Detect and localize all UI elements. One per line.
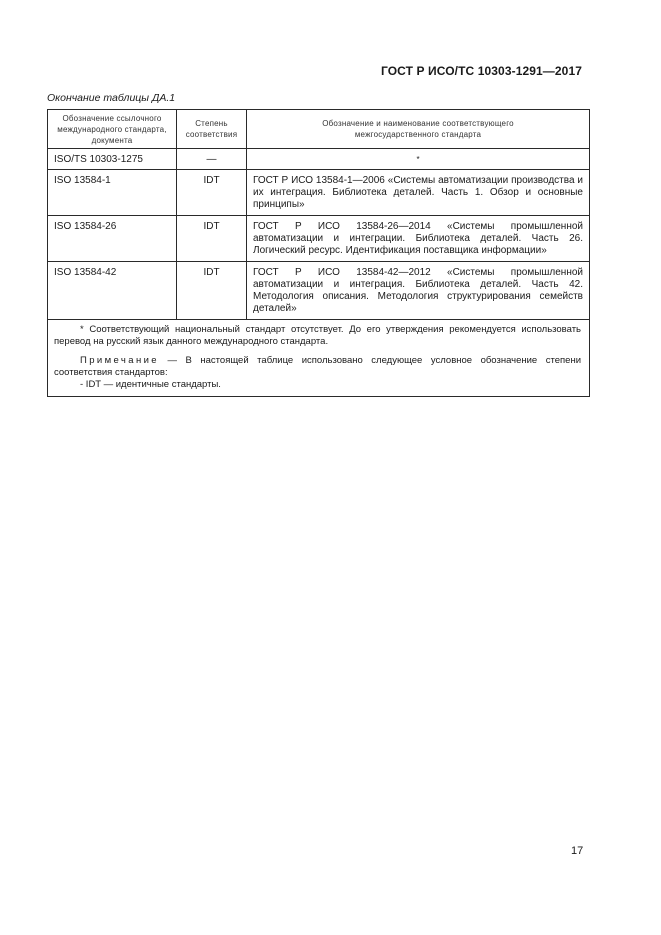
cell-degree: IDT: [177, 262, 247, 320]
table-row: [48, 262, 590, 320]
table-caption: Окончание таблицы ДА.1: [47, 92, 176, 104]
table-footnote: * Соответствующий национальный стандарт отсутствует. До его утверждения рекомендуется использовать перевод на русский язык данного международного стандарта.: [54, 324, 581, 347]
document-header: ГОСТ Р ИСО/ТС 10303-1291—2017: [381, 64, 582, 78]
cell-degree: IDT: [177, 170, 247, 216]
note-text: — В настоящей таблице использовано следующее условное обозначение степени соответствия стандартов:: [54, 355, 581, 378]
cell-title: ГОСТ Р ИСО 13584-1—2006 «Системы автоматизации производства и их интеграция. Библиотека деталей. Часть 1. Обзор и основные принципы»: [247, 170, 590, 216]
cell-document: ISO/TS 10303-1275: [48, 149, 177, 170]
table-note: [54, 355, 581, 379]
reference-standards-table: [47, 109, 590, 397]
cell-title: ГОСТ Р ИСО 13584-26—2014 «Системы промышленной автоматизации и интеграции. Библиотека деталей. Часть 26. Логический ресурс. Идентификация поставщика информации»: [247, 216, 590, 262]
column-header-degree: Степень соответствия: [177, 110, 247, 149]
table-row: [48, 149, 590, 170]
table-legend: - IDT — идентичные стандарты.: [80, 379, 221, 390]
table-row: [48, 170, 590, 216]
column-header-document: Обозначение ссылочного международного стандарта, документа: [48, 110, 177, 149]
table-notes: [48, 320, 590, 397]
note-label: Примечание: [80, 355, 159, 366]
cell-document: ISO 13584-42: [48, 262, 177, 320]
column-header-title: Обозначение и наименование соответствующего межгосударственного стандарта: [247, 110, 590, 149]
cell-title: ГОСТ Р ИСО 13584-42—2012 «Системы промышленной автоматизации и интеграция. Библиотека деталей. Часть 42. Методология описания. Методология структурирования семейств деталей»: [247, 262, 590, 320]
cell-document: ISO 13584-1: [48, 170, 177, 216]
table-notes-row: [48, 320, 590, 397]
cell-degree: IDT: [177, 216, 247, 262]
page-number: 17: [571, 845, 584, 857]
cell-document: ISO 13584-26: [48, 216, 177, 262]
cell-title: *: [247, 149, 590, 170]
table-row: [48, 216, 590, 262]
cell-degree: —: [177, 149, 247, 170]
table-header-row: [48, 110, 590, 149]
